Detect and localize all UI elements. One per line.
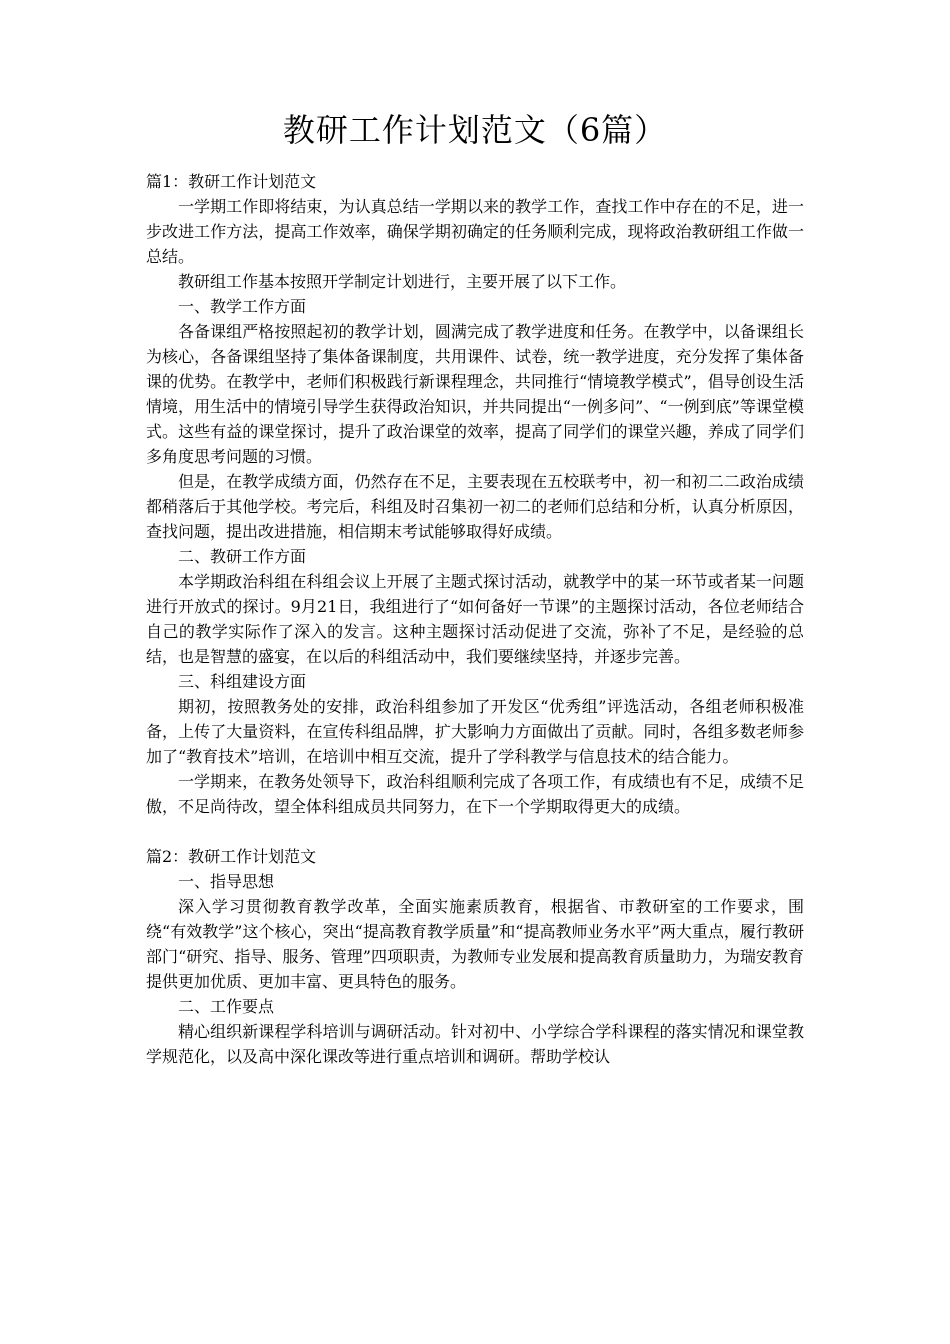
paragraph: 一学期来，在教务处领导下，政治科组顺利完成了各项工作，有成绩也有不足，成绩不足傲，不足尚待改，望全体科组成员共同努力，在下一个学期取得更大的成绩。 xyxy=(146,772,804,816)
subheading: 一、指导思想 xyxy=(178,872,275,891)
paragraph: 本学期政治科组在科组会议上开展了主题式探讨活动，就教学中的某一环节或者某一问题进行开放式的探讨。9月21日，我组进行了“如何备好一节课”的主题探讨活动，各位老师结合自己的教学实际作了深入的发言。这种主题探讨活动促进了交流，弥补了不足，是经验的总结，也是智慧的盛宴，在以后的科组活动中，我们要继续坚持，并逐步完善。 xyxy=(146,572,804,666)
paragraph: 一学期工作即将结束，为认真总结一学期以来的教学工作，查找工作中存在的不足，进一步改进工作方法，提高工作效率，确保学期初确定的任务顺利完成，现将政治教研组工作做一总结。 xyxy=(146,197,804,266)
paragraph: 但是，在教学成绩方面，仍然存在不足，主要表现在五校联考中，初一和初二二政治成绩都稍落后于其他学校。考完后，科组及时召集初一初二的老师们总结和分析，认真分析原因，查找问题，提出改进措施，相信期末考试能够取得好成绩。 xyxy=(146,472,804,541)
paragraph: 教研组工作基本按照开学制定计划进行，主要开展了以下工作。 xyxy=(178,272,627,291)
subheading: 一、教学工作方面 xyxy=(178,297,307,316)
subheading: 二、教研工作方面 xyxy=(178,547,307,566)
section-1 xyxy=(146,169,804,819)
subheading: 二、工作要点 xyxy=(178,997,275,1016)
document-title: 教研工作计划范文（6篇） xyxy=(282,111,668,149)
section-heading: 篇2：教研工作计划范文 xyxy=(146,847,317,866)
paragraph: 期初，按照教务处的安排，政治科组参加了开发区“优秀组”评选活动，各组老师积极准备，上传了大量资料，在宣传科组品牌，扩大影响力方面做出了贡献。同时，各组多数老师参加了“教育技术”培训，在培训中相互交流，提升了学科教学与信息技术的结合能力。 xyxy=(146,697,804,766)
paragraph: 深入学习贯彻教育教学改革，全面实施素质教育，根据省、市教研室的工作要求，围绕“有效教学”这个核心，突出“提高教育教学质量”和“提高教师业务水平”两大重点，履行教研部门“研究、指导、服务、管理”四项职责，为教师专业发展和提高教育质量助力，为瑞安教育提供更加优质、更加丰富、更具特色的服务。 xyxy=(146,897,804,991)
paragraph: 精心组织新课程学科培训与调研活动。针对初中、小学综合学科课程的落实情况和课堂教学规范化，以及高中深化课改等进行重点培训和调研。帮助学校认 xyxy=(146,1022,804,1066)
section-2 xyxy=(146,844,804,1069)
section-heading: 篇1：教研工作计划范文 xyxy=(146,172,317,191)
paragraph: 各备课组严格按照起初的教学计划，圆满完成了教学进度和任务。在教学中，以备课组长为核心，各备课组坚持了集体备课制度，共用课件、试卷，统一教学进度，充分发挥了集体备课的优势。在教学中，老师们积极践行新课程理念，共同推行“情境教学模式”，倡导创设生活情境，用生活中的情境引导学生获得政治知识，并共同提出“一例多问”、“一例到底”等课堂模式。这些有益的课堂探讨，提升了政治课堂的效率，提高了同学们的课堂兴趣，养成了同学们多角度思考问题的习惯。 xyxy=(146,322,804,466)
subheading: 三、科组建设方面 xyxy=(178,672,307,691)
